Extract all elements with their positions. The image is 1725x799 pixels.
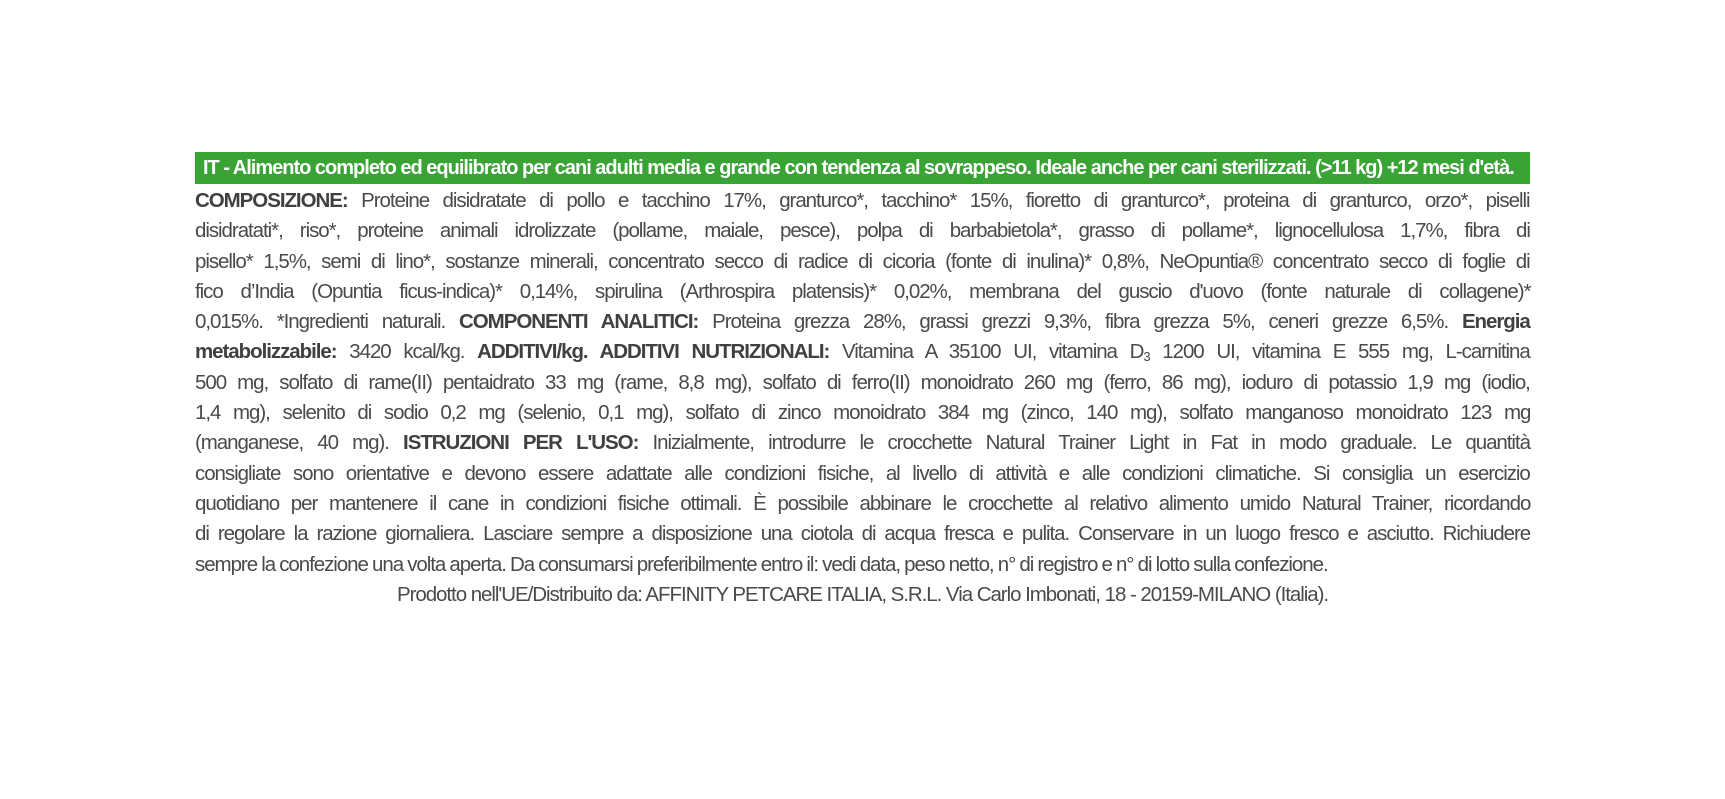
analytical-label: COMPONENTI ANALITICI: xyxy=(459,310,699,334)
composition-label: COMPOSIZIONE: xyxy=(195,189,348,212)
text-line: fico d’India (Opuntia ficus-indica)* 0,14%, spirulina (Arthrospira platensis)* 0,02%, membrana del guscio d'uovo (fonte naturale di collagene)* xyxy=(195,279,1531,303)
energy-label-cont: metabolizzabile: xyxy=(195,340,337,364)
text-line xyxy=(195,186,1530,216)
analytical-text: Proteina grezza 28%, grassi grezzi 9,3%, fibra grezza 5%, ceneri grezze 6,5%. xyxy=(698,310,1462,334)
energy-label: Energia xyxy=(1461,310,1530,334)
additives-text: 1200 UI, vitamina E 555 mg, L-carnitina xyxy=(1149,340,1530,364)
composition-text: Proteine disidratate di pollo e tacchino 17%, granturco*, tacchino* 15%, fioretto di granturco*, proteina di granturco, orzo*, piselli xyxy=(347,189,1530,212)
text-line xyxy=(195,337,1530,367)
text-line: sempre la confezione una volta aperta. Da consumarsi preferibilmente entro il: vedi data, peso netto, n° di registro e n° di lotto sulla confezione. xyxy=(195,552,1328,576)
header-text: IT - Alimento completo ed equilibrato per cani adulti media e grande con tendenza al sovrappeso. Ideale anche per cani sterilizzati. (>11 kg) +12 mesi d'età. xyxy=(203,157,1514,179)
vitamin-d-subscript: 3 xyxy=(1143,349,1150,365)
text-line: di regolare la razione giornaliera. Lasciare sempre a disposizione una ciotola di acqua fresca e pulita. Conservare in un luogo fresco e asciutto. Richiudere xyxy=(195,522,1531,546)
instructions-text: Inizialmente, introdurre le crocchette Natural Trainer Light in Fat in modo graduale. Le quantità xyxy=(638,431,1530,455)
text-line: quotidiano per mantenere il cane in condizioni fisiche ottimali. È possibile abbinare le crocchette al relativo alimento umido Natural Trainer, ricordando xyxy=(195,491,1531,515)
product-label xyxy=(195,152,1530,610)
text-line: 500 mg, solfato di rame(II) pentaidrato 33 mg (rame, 8,8 mg), solfato di ferro(II) monoidrato 260 mg (ferro, 86 mg), ioduro di potassio 1,9 mg (iodio, xyxy=(195,370,1530,394)
composition-text: 0,015%. *Ingredienti naturali. xyxy=(195,310,460,334)
label-body xyxy=(195,184,1530,580)
additives-text: (manganese, 40 mg). xyxy=(195,431,404,455)
distributor-info: Prodotto nell'UE/Distribuito da: AFFINITY PETCARE ITALIA, S.R.L. Via Carlo Imbonati, 18 - 20159-MILANO (Italia). xyxy=(396,582,1329,606)
header-banner xyxy=(195,152,1530,184)
text-line xyxy=(195,307,1530,337)
text-line: pisello* 1,5%, semi di lino*, sostanze minerali, concentrato secco di radice di cicoria (fonte di inulina)* 0,8%, NeOpuntia® concentrato secco di foglie di xyxy=(195,249,1530,273)
text-line: disidratati*, riso*, proteine animali idrolizzate (pollame, maiale, pesce), polpa di barbabietola*, grasso di pollame*, lignocellulosa 1,7%, fibra di xyxy=(195,219,1530,243)
instructions-label: ISTRUZIONI PER L'USO: xyxy=(403,431,639,455)
additives-text: Vitamina A 35100 UI, vitamina D xyxy=(829,340,1144,364)
energy-text: 3420 kcal/kg. xyxy=(336,340,478,364)
additives-label: ADDITIVI/kg. ADDITIVI NUTRIZIONALI: xyxy=(477,340,830,364)
text-line xyxy=(195,428,1530,458)
text-line: consigliate sono orientative e devono essere adattate alle condizioni fisiche, al livello di attività e alle condizioni climatiche. Si consiglia un esercizio xyxy=(195,461,1530,485)
text-line: 1,4 mg), selenito di sodio 0,2 mg (selenio, 0,1 mg), solfato di zinco monoidrato 384 mg (zinco, 140 mg), solfato manganoso monoidrato 123 mg xyxy=(195,401,1531,425)
